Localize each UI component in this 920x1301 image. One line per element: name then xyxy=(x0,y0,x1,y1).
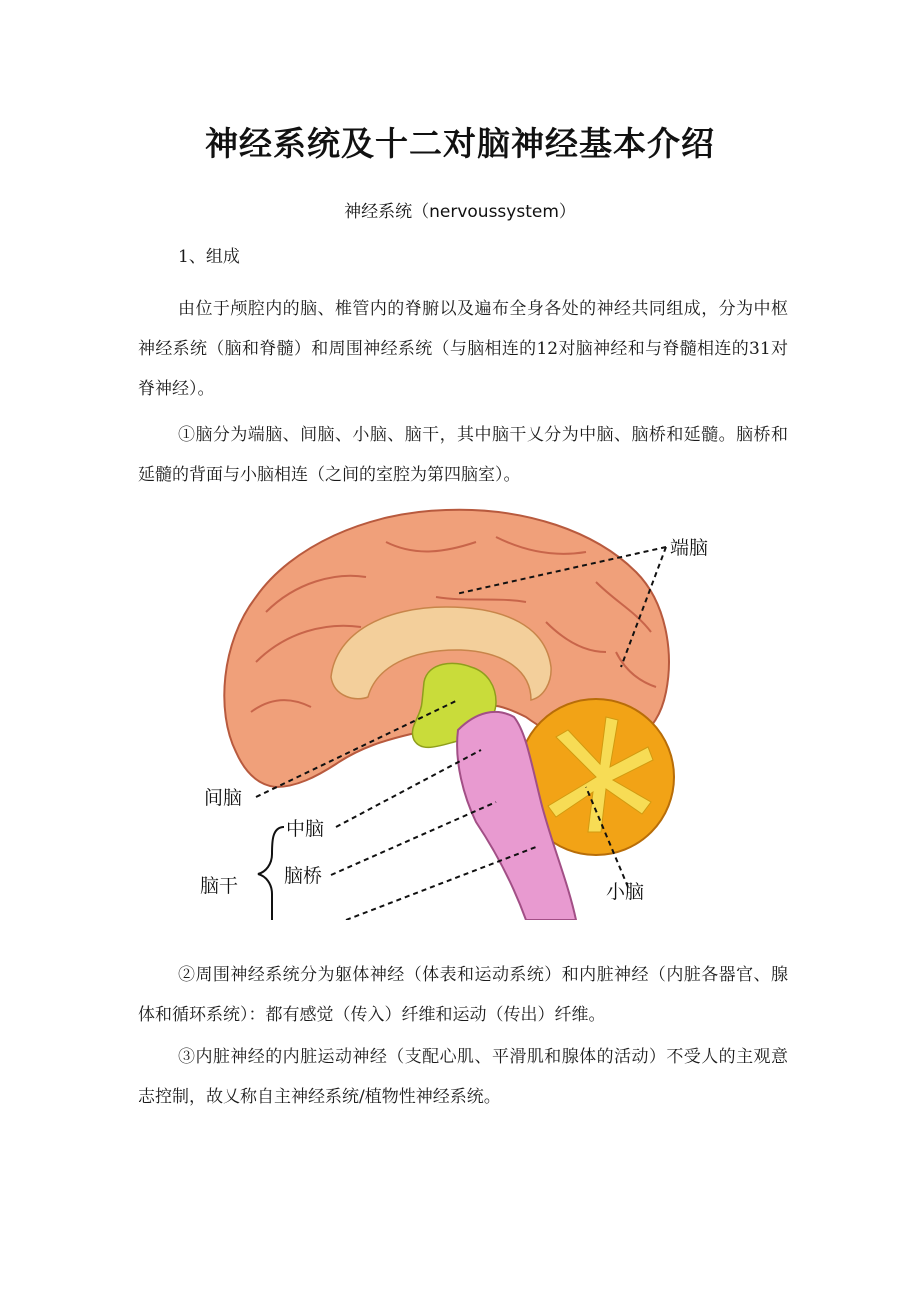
label-cerebellum: 小脑 xyxy=(606,881,645,903)
label-telencephalon: 端脑 xyxy=(670,537,709,559)
paragraph-peripheral: ②周围神经系统分为躯体神经（体表和运动系统）和内脏神经（内脏各器官、腺体和循环系统）：都有感觉（传入）纤维和运动（传出）纤维。 xyxy=(138,965,788,1025)
paragraph-brain-parts: ①脑分为端脑、间脑、小脑、脑干，其中脑干乂分为中脑、脑桥和延髓。脑桥和延髓的背面与小脑相连（之间的室腔为第四脑室）。 xyxy=(138,425,788,485)
document-title: 神经系统及十二对脑神经基本介绍 xyxy=(205,124,715,163)
label-midbrain: 中脑 xyxy=(286,818,325,840)
paragraph-composition: 由位于颅腔内的脑、椎管内的脊腑以及遍布全身各处的神经共同组成，分为中枢神经系统（脑和脊髓）和周围神经系统（与脑相连的12对脑神经和与脊髓相连的31对脊神经）。 xyxy=(138,299,788,399)
brainstem-bracket xyxy=(258,827,284,920)
label-brainstem: 脑干 xyxy=(200,875,239,897)
paragraph-autonomic: ③内脏神经的内脏运动神经（支配心肌、平滑肌和腺体的活动）不受人的主观意志控制，故乂称自主神经系统/植物性神经系统。 xyxy=(138,1047,788,1107)
label-pons: 脑桥 xyxy=(284,865,323,887)
label-diencephalon: 间脑 xyxy=(204,787,243,809)
document-subtitle: 神经系统（nervoussystem） xyxy=(344,202,576,222)
section-heading: 1、组成 xyxy=(178,247,240,267)
brain-anatomy-figure xyxy=(196,502,720,920)
